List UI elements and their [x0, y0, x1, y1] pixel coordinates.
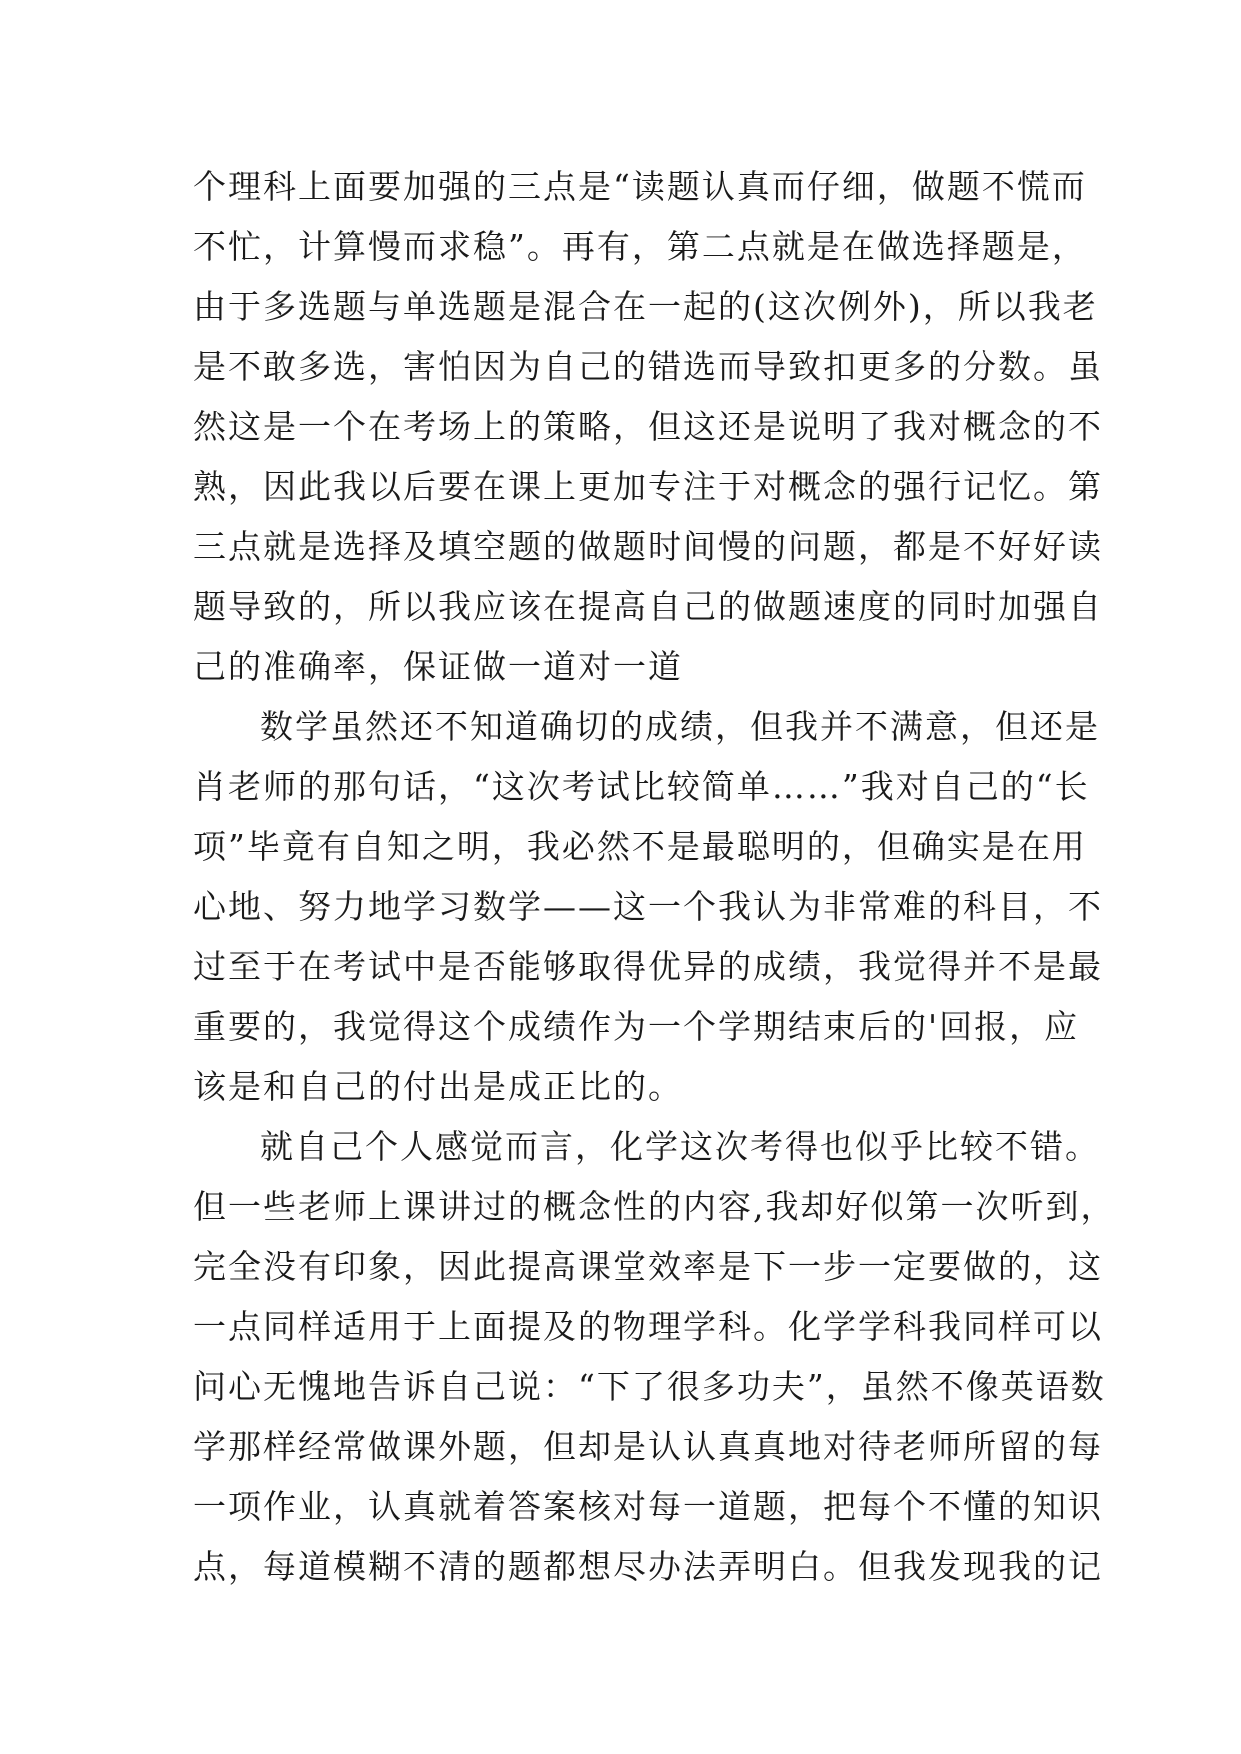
text-line: 完全没有印象，因此提高课堂效率是下一步一定要做的，这 — [193, 1247, 1103, 1286]
text-line: 点，每道模糊不清的题都想尽办法弄明白。但我发现我的记 — [193, 1547, 1103, 1586]
text-line: 就自己个人感觉而言，化学这次考得也似乎比较不错。 — [260, 1127, 1100, 1166]
text-line: 问心无愧地告诉自己说：“下了很多功夫”，虽然不像英语数 — [193, 1367, 1106, 1406]
text-line: 由于多选题与单选题是混合在一起的(这次例外)，所以我老 — [193, 287, 1098, 326]
text-line: 一项作业，认真就着答案核对每一道题，把每个不懂的知识 — [193, 1487, 1103, 1526]
text-line: 项”毕竟有自知之明，我必然不是最聪明的，但确实是在用 — [193, 827, 1087, 866]
text-line: 是不敢多选，害怕因为自己的错选而导致扣更多的分数。虽 — [193, 347, 1103, 386]
text-line: 题导致的，所以我应该在提高自己的做题速度的同时加强自 — [193, 587, 1103, 626]
text-line: 己的准确率，保证做一道对一道 — [193, 647, 683, 686]
text-line: 该是和自己的付出是成正比的。 — [193, 1067, 683, 1106]
text-line: 学那样经常做课外题，但却是认认真真地对待老师所留的每 — [193, 1427, 1103, 1466]
text-line: 但一些老师上课讲过的概念性的内容,我却好似第一次听到， — [193, 1187, 1116, 1226]
text-line: 数学虽然还不知道确切的成绩，但我并不满意，但还是 — [260, 707, 1100, 746]
text-line: 个理科上面要加强的三点是“读题认真而仔细，做题不慌而 — [193, 167, 1087, 206]
text-line: 三点就是选择及填空题的做题时间慢的问题，都是不好好读 — [193, 527, 1103, 566]
text-line: 重要的，我觉得这个成绩作为一个学期结束后的'回报，应 — [193, 1007, 1080, 1046]
text-line: 熟，因此我以后要在课上更加专注于对概念的强行记忆。第 — [193, 467, 1103, 506]
text-line: 不忙，计算慢而求稳”。再有，第二点就是在做选择题是， — [193, 227, 1087, 266]
text-line: 然这是一个在考场上的策略，但这还是说明了我对概念的不 — [193, 407, 1103, 446]
text-line: 过至于在考试中是否能够取得优异的成绩，我觉得并不是最 — [193, 947, 1103, 986]
text-line: 肖老师的那句话，“这次考试比较简单……”我对自己的“长 — [193, 767, 1090, 806]
text-line: 一点同样适用于上面提及的物理学科。化学学科我同样可以 — [193, 1307, 1103, 1346]
body-text — [193, 157, 1116, 1597]
text-line: 心地、努力地学习数学——这一个我认为非常难的科目，不 — [193, 887, 1103, 926]
